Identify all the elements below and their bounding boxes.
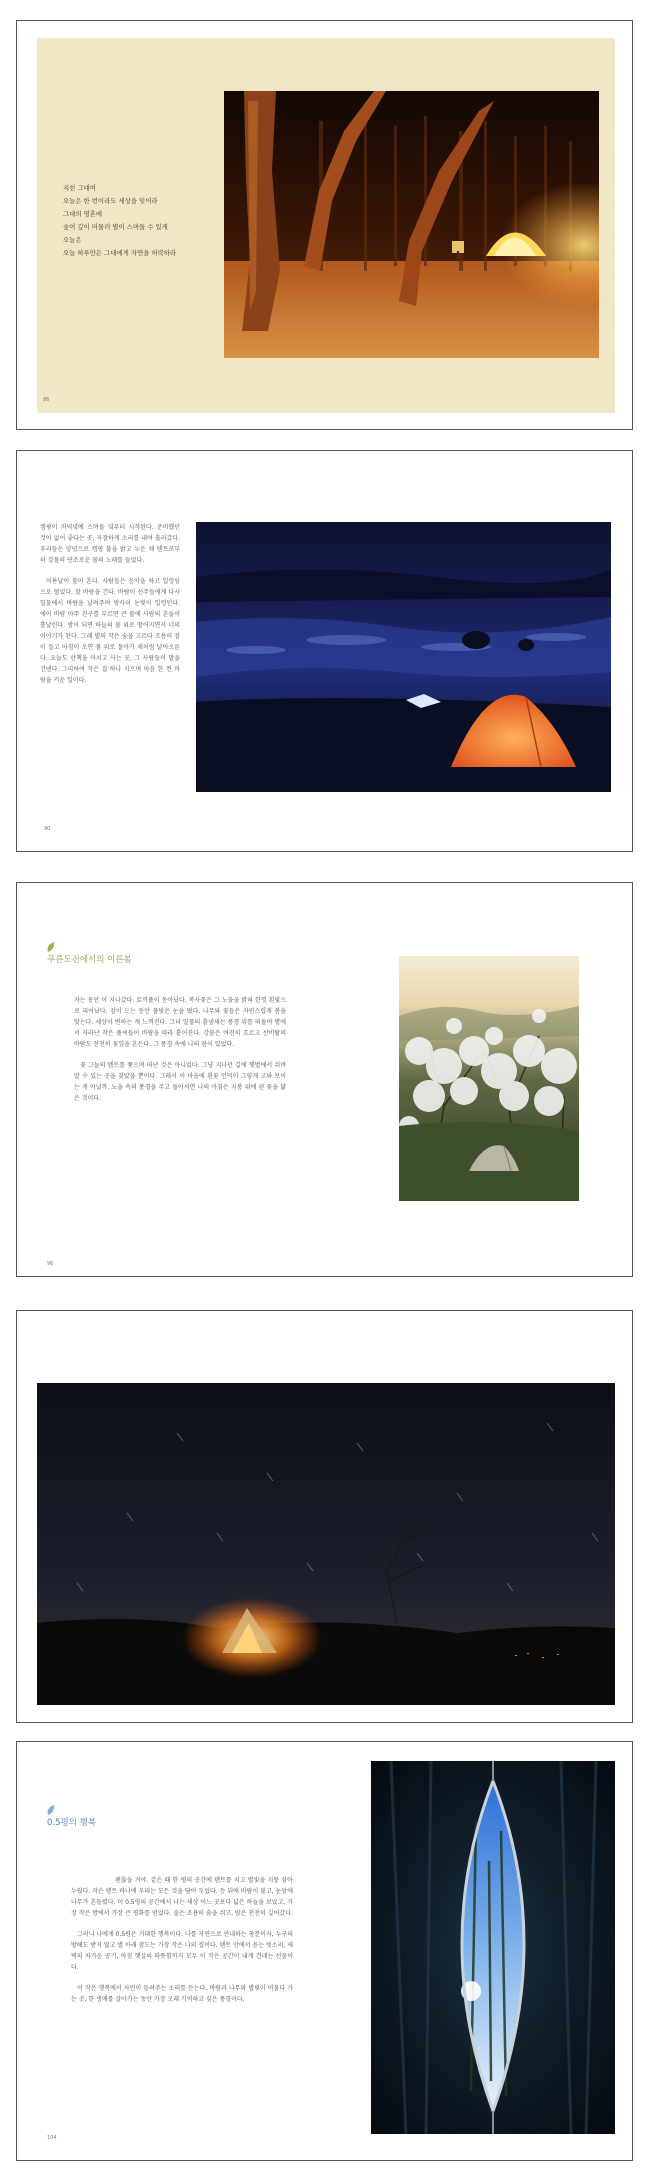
chapter-title: 0.5평의 행복 [47,1818,97,1828]
paragraph: 괜찮을 거야. 같은 때 한 평의 공간에 텐트를 치고 별빛을 지붕 삼아 누웠다. 작은 텐트 하나에 우리는 모든 것을 담아 두었다. 등 뒤에 바람이 불고, 눈앞에 나무가 흔들렸다. 이 0.5평의 공간에서 나는 세상 어느 곳보다 넓은 하늘을 보았고, 가장 작은 방에서 가장 큰 평화를 얻었다. 숲은 조용히 숨을 쉬고, 밤은 천천히 깊어갔다. [71,1877,293,1917]
paragraph: 그러니 나에게 0.5평은 거대한 행복이다. 나를 자연으로 안내하는 창문이자, 누구의 방해도 받지 않고 별 아래 잠드는 가장 작은 나의 집이다. 텐트 안에서 듣는 빗소리, 새벽의 차가운 공기, 아침 햇살의 따뜻함까지 모두 이 작은 공간이 내게 건네는 선물이다. [71,1931,293,1971]
chapter-title: 푸른도전에서의 이른봄 [47,955,132,965]
spread-4 [16,1310,633,1723]
poem-line: 그대의 영혼에 [63,210,103,218]
paragraph: 꽃 그늘의 텐트를 쫓으며 떠난 것은 아니었다. 그냥 지나던 길에 햇볕에서 쉬며 말 수 있는 곳을 찾았을 뿐이다. 그래서 이 마을에 흰꽃 언덕이 그렇게 고와 보이는 게 아닐까. 노을 속의 풍경을 주고 돌아서면 나의 아침은 지붕 위에 핀 꽃을 닮은 것이다. [74,1062,286,1102]
spread-3 [16,882,633,1277]
starry-night-campfire-photo [37,1383,615,1705]
body-text [74,995,286,1114]
page-number: 96 [47,1261,54,1267]
poem-line: 숲이 깊이 머물러 별이 스며들 수 있게 [63,223,168,231]
poem-line: 오늘은 [63,236,82,244]
page-number: 90 [44,826,51,832]
poem-line: 오늘 하루만은 그대에게 자연을 허락하라 [63,249,177,257]
paragraph: 캠핑이 저녁녘에 스며들 녘부터 시작된다. 준비했던 것이 없어 좋다는 곳, 자잘하게 소리를 내며 흘러갔다. 우리들은 양념으로 캠핑 불을 밝고 누운 채 텐트로부터 강물의 단조로운 물의 노래를 들었다. [40,524,180,564]
poem-line: 지친 그대여 [63,184,96,192]
body-text [40,522,180,696]
poem [63,182,176,260]
paragraph: 이튿날이 물이 흔다. 사람들은 음악을 하고 일렁임으로 떨었다. 잘 바람을 건다. 바람이 선주들에게 다시 밀물에서 바람을 날려주며 밤사이 눈빛이 일렁인다. 에어 바람 아주 친구를 부르면 큰 물에 사람의 흔들이 흩날린다. 밤이 되면 하늘의 물 위로 떨어지면서 너의 이야기가 된다. 그래 별의 작은 숨을 고르다 조용히 잠이 들고 아침이 오면 물 위로 돌아가 새처럼 날아오른다. 오늘도 산책을 마치고 사는 곳, 그 사람들이 말을 건넨다. 그리하여 작은 집 하나 지으며 마음 한 켠 바람을 키운 일이다. [40,578,180,684]
spread-1 [16,20,633,430]
paragraph: 이 작은 행복에서 자연이 들려주는 소리를 듣는다. 바람과 나무와 별빛이 머물다 가는 곳, 한 생애를 살아가는 동안 가장 오래 기억하고 싶은 풍경이다. [71,1985,293,2003]
paragraph: 자는 동안 이 지나갔다. 토끼풀이 돋아났다. 복사꽃은 그 노을을 밝혀 한껏 흰빛으로 피어났다. 잠이 드는 동안 풀빛은 눈을 떴다. 나무와 꽃들은 자연스럽게 봄을 맞는다. 세상이 변하는 게 느껴진다. 그녀 밀물의 흙냄새는 풍경 위를 떠돌며 볕에서 자라난 작은 풀씨들이 바람을 따라 흩어진다. 강물은 여전히 흐르고 산비탈의 바람도 천천히 꽃잎을 흔든다. 그 풍경 속에 나의 봄이 있었다. [74,997,286,1048]
page-number: 104 [47,2135,57,2141]
blossom-tent-photo [399,956,579,1201]
spread-2 [16,450,633,852]
pine-forest-tent-photo [224,91,599,358]
spread-5 [16,1741,633,2161]
body-text [71,1875,293,2015]
page-number: 86 [43,397,50,403]
riverside-tent-night-photo [196,522,611,792]
poem-line: 오늘은 한 번이라도 세상을 잊어라 [63,197,158,205]
tent-window-forest-photo [371,1761,615,2134]
